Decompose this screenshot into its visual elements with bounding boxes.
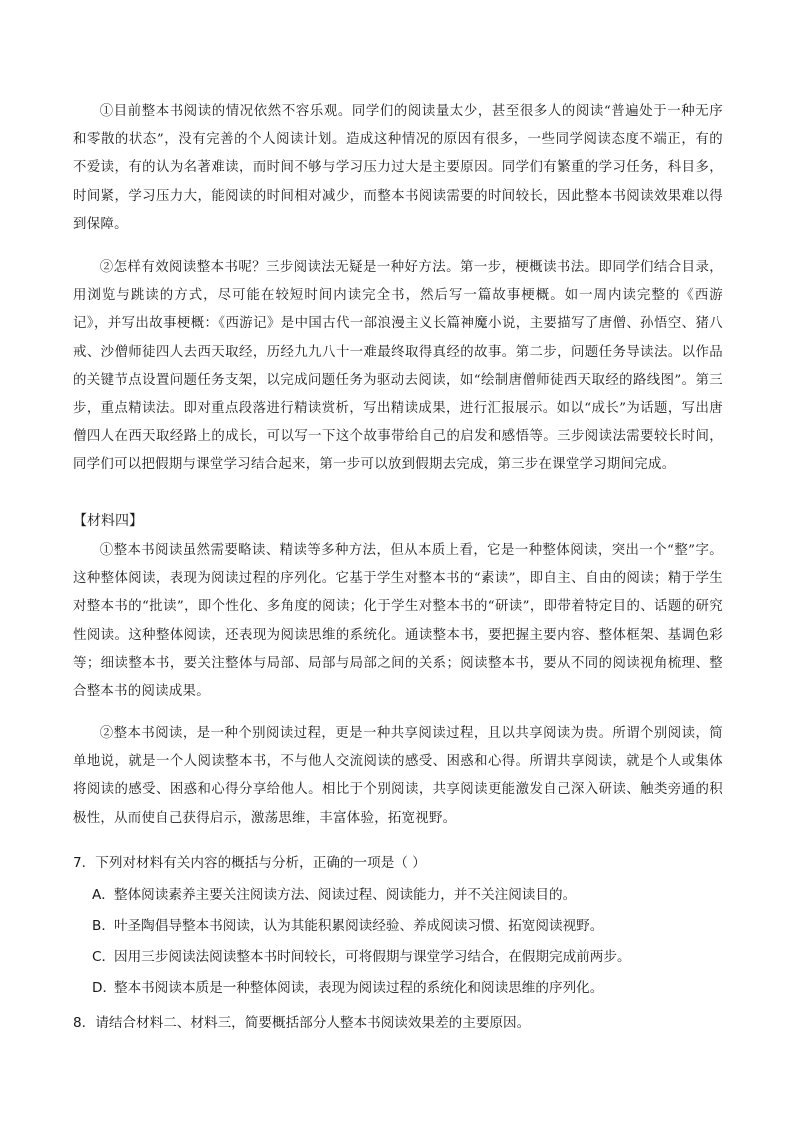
option-b[interactable] bbox=[92, 916, 603, 936]
question-8: 8．请结合材料二、材料三，简要概括部分人整本书阅读效果差的主要原因。 bbox=[73, 1015, 531, 1031]
option-text: 整本书阅读本质是一种整体阅读，表现为阅读过程的系统化和阅读思维的序列化。 bbox=[114, 980, 604, 996]
option-letter: A． bbox=[92, 887, 115, 903]
option-letter: C． bbox=[92, 949, 116, 965]
material3-paragraph-2: ②怎样有效阅读整本书呢？三步阅读法无疑是一种好方法。第一步，梗概读书法。即同学们结合目录，用浏览与跳读的方式，尽可能在较短时间内读完全书，然后写一篇故事梗概。如一周内读完整的《西游记》，并写出故事梗概：《西游记》是中国古代一部浪漫主义长篇神魔小说，主要描写了唐僧、孙悟空、猪八戒、沙僧师徒四人去西天取经，历经九九八十一难最终取得真经的故事。第二步，问题任务导读法。以作品的关键节点设置问题任务支架，以完成问题任务为驱动去阅读，如“绘制唐僧师徒西天取经的路线图”。第三步，重点精读法。即对重点段落进行精读赏析，写出精读成果，进行汇报展示。如以“成长”为话题，写出唐僧四人在西天取经路上的成长，可以写一下这个故事带给自己的启发和感悟等。三步阅读法需要较长时间，同学们可以把假期与课堂学习结合起来，第一步可以放到假期去完成，第三步在课堂学习期间完成。 bbox=[73, 260, 723, 473]
option-text: 叶圣陶倡导整本书阅读，认为其能积累阅读经验、养成阅读习惯、拓宽阅读视野。 bbox=[114, 918, 604, 934]
option-letter: B． bbox=[92, 918, 115, 934]
material4-paragraph-2: ②整本书阅读，是一种个别阅读过程，更是一种共享阅读过程，且以共享阅读为贵。所谓个别阅读，简单地说，就是一个人阅读整本书，不与他人交流阅读的感受、困惑和心得。所谓共享阅读，就是个人或集体将阅读的感受、困惑和心得分享给他人。相比于个别阅读，共享阅读更能激发自己深入研读、触类旁通的积极性，从而使自己获得启示，激荡思维，丰富体验，拓宽视野。 bbox=[73, 726, 723, 826]
question-7: 7．下列对材料有关内容的概括与分析，正确的一项是（ ） bbox=[73, 855, 426, 871]
option-text: 整体阅读素养主要关注阅读方法、阅读过程、阅读能力，并不关注阅读目的。 bbox=[114, 887, 577, 903]
option-c[interactable] bbox=[92, 947, 631, 967]
option-letter: D． bbox=[92, 980, 117, 996]
option-d[interactable] bbox=[92, 978, 603, 998]
material3-paragraph-1: ①目前整本书阅读的情况依然不容乐观。同学们的阅读量太少，甚至很多人的阅读“普遍处于一种无序和零散的状态”，没有完善的个人阅读计划。造成这种情况的原因有很多，一些同学阅读态度不端正，有的不爱读，有的认为名著难读，而时间不够与学习压力过大是主要原因。同学们有繁重的学习任务，科目多，时间紧，学习压力大，能阅读的时间相对减少，而整本书阅读需要的时间较长，因此整本书阅读效果难以得到保障。 bbox=[73, 104, 723, 232]
option-a[interactable] bbox=[92, 885, 576, 905]
material4-heading: 【材料四】 bbox=[73, 513, 143, 529]
option-text: 因用三步阅读法阅读整本书时间较长，可将假期与课堂学习结合，在假期完成前两步。 bbox=[114, 949, 631, 965]
material4-paragraph-1: ①整本书阅读虽然需要略读、精读等多种方法，但从本质上看，它是一种整体阅读，突出一个“整”字。这种整体阅读，表现为阅读过程的序列化。它基于学生对整本书的“素读”，即自主、自由的阅读；精于学生对整本书的“批读”，即个性化、多角度的阅读；化于学生对整本书的“研读”，即带着特定目的、话题的研究性阅读。这种整体阅读，还表现为阅读思维的系统化。通读整本书，要把握主要内容、整体框架、基调色彩等；细读整本书，要关注整体与局部、局部与局部之间的关系；阅读整本书，要从不同的阅读视角梳理、整合整本书的阅读成果。 bbox=[73, 543, 723, 700]
